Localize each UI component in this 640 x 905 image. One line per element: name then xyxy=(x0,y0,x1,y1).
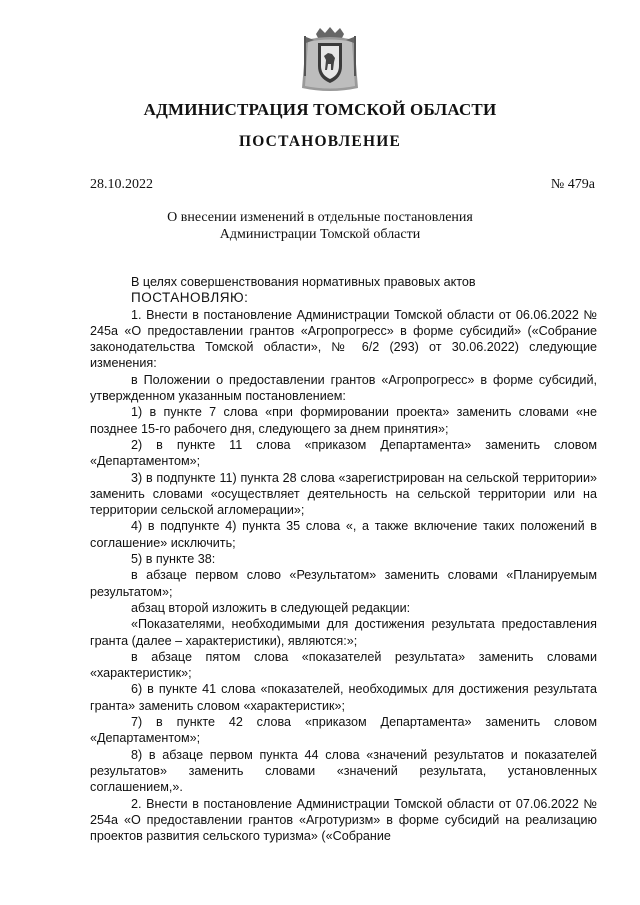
paragraph: 2. Внести в постановление Администрации Томской области от 07.06.2022 № 254а «О предоставлении грантов «Агротуризм» в форме субсидий на реализацию проектов развития сельского туризма» («Собрание xyxy=(90,796,597,844)
subject-line-2: Администрации Томской области xyxy=(219,227,421,242)
document-number: № 479а xyxy=(550,177,595,192)
document-date: 28.10.2022 xyxy=(90,177,153,192)
paragraph: 8) в абзаце первом пункта 44 слова «значений результатов и показателей результатов» заменить словами «значений результата, установленных соглашением,». xyxy=(90,747,597,795)
paragraph: 6) в пункте 41 слова «показателей, необходимых для достижения результата гранта» заменить словом «характеристик»; xyxy=(90,682,597,713)
paragraph: 7) в пункте 42 слова «приказом Департамента» заменить словом «Департаментом»; xyxy=(90,715,597,746)
document-body xyxy=(90,274,597,844)
paragraph: в Положении о предоставлении грантов «Агропрогресс» в форме субсидий, утвержденном указанным постановлением: xyxy=(90,372,597,404)
paragraph: 1) в пункте 7 слова «при формировании проекта» заменить словами «не позднее 15-го рабочего дня, следующего за днем принятия»; xyxy=(90,405,597,436)
document-subject xyxy=(0,209,640,243)
coat-of-arms-icon xyxy=(298,26,362,94)
paragraph: В целях совершенствования нормативных правовых актов xyxy=(131,275,476,289)
organization-title: АДМИНИСТРАЦИЯ ТОМСКОЙ ОБЛАСТИ xyxy=(143,100,497,119)
paragraph: 4) в подпункте 4) пункта 35 слова «, а также включение таких положений в соглашение» исключить; xyxy=(90,519,597,550)
paragraph: абзац второй изложить в следующей редакции: xyxy=(131,600,411,615)
paragraph: 5) в пункте 38: xyxy=(131,552,216,567)
subject-line-1: О внесении изменений в отдельные постановления xyxy=(167,210,473,225)
paragraph: 3) в подпункте 11) пункта 28 слова «зарегистрирован на сельской территории» заменить словами «осуществляет деятельность на сельской территории или на территории сельской агломерации»; xyxy=(90,470,597,518)
paragraph: в абзаце пятом слова «показателей результата» заменить словами «характеристик»; xyxy=(90,649,597,681)
paragraph: в абзаце первом слово «Результатом» заменить словами «Планируемым результатом»; xyxy=(90,568,597,599)
paragraph: 1. Внести в постановление Администрации Томской области от 06.06.2022 № 245а «О предоставлении грантов «Агропрогресс» в форме субсидий» («Собрание законодательства Томской области», № 6/2 (293) от 30.06.2022) следующие изменения: xyxy=(90,307,597,371)
paragraph: 2) в пункте 11 слова «приказом Департамента» заменить словом «Департаментом»; xyxy=(90,437,597,469)
document-type: ПОСТАНОВЛЕНИЕ xyxy=(238,133,402,150)
resolve-heading: ПОСТАНОВЛЯЮ: xyxy=(131,290,249,306)
paragraph: «Показателями, необходимыми для достижения результата предоставления гранта (далее – характеристики), являются:»; xyxy=(90,617,597,648)
